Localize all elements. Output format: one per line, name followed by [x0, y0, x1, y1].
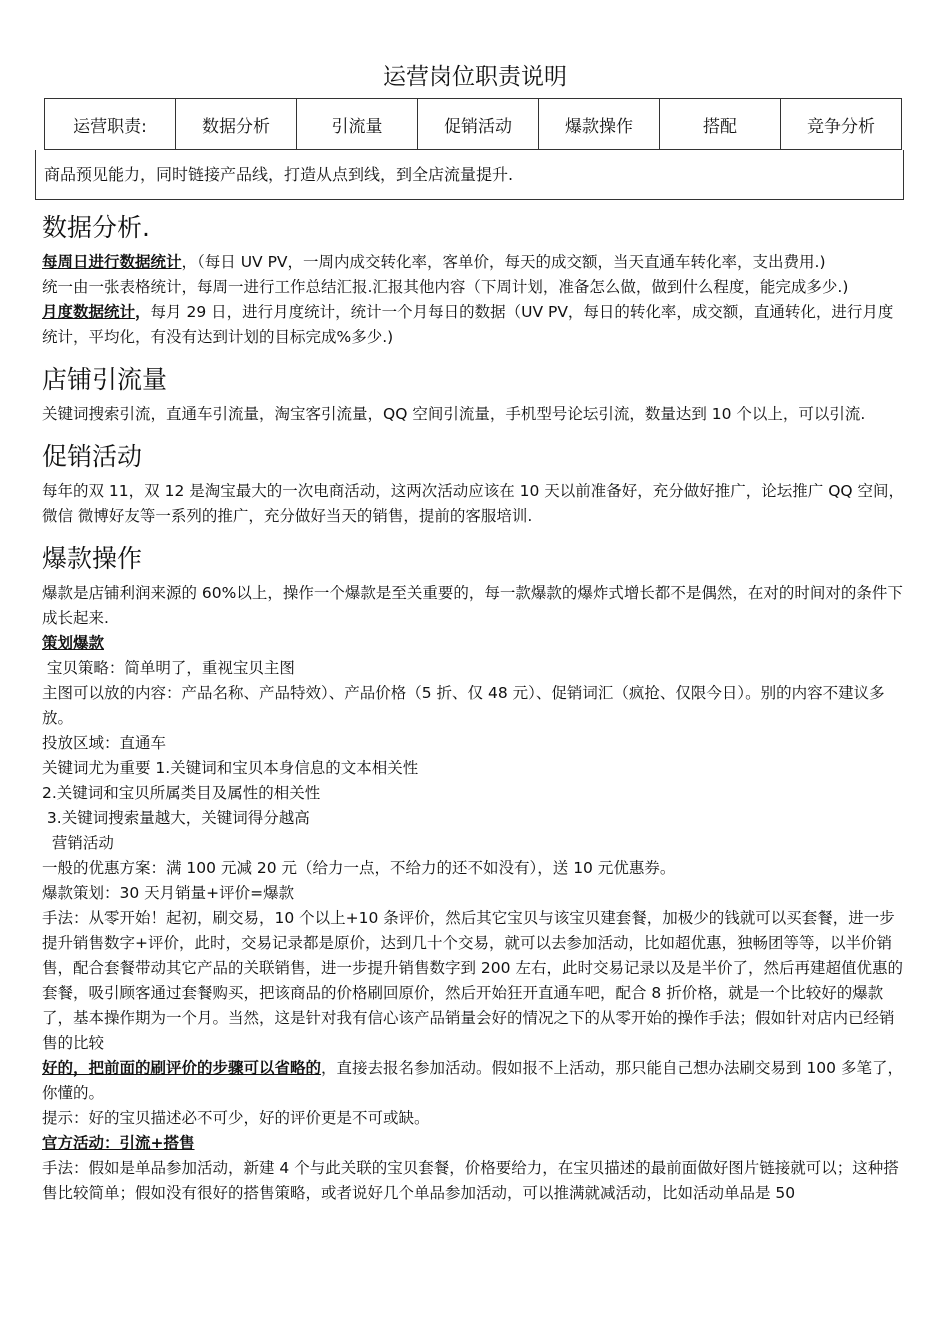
- placement-line: 投放区域：直通车: [42, 734, 167, 752]
- traffic-paragraph: 关键词搜索引流，直通车引流量，淘宝客引流量，QQ 空间引流量，手机型号论坛引流，数量达到 10 个以上，可以引流.: [42, 405, 866, 423]
- monthly-stats-text: 每月 29 日，进行月度统计，统计一个月每日的数据（UV PV，每日的转化率，成交额，直通转化，进行月度统计，平均化，有没有达到计划的目标完成%多少.): [42, 303, 894, 346]
- bestseller-intro-paragraph: 爆款是店铺利润来源的 60%以上，操作一个爆款是至关重要的，每一款爆款的爆炸式增长都不是偶然，在对的时间对的条件下成长起来.: [42, 584, 903, 627]
- official-activity-paragraph: [42, 1131, 908, 1156]
- plan-bestseller-label: 策划爆款: [42, 634, 105, 652]
- duty-table-cell: 搭配: [660, 99, 781, 150]
- plan-bestseller-paragraph: [42, 631, 908, 656]
- keyword-line-1: 关键词尤为重要 1.关键词和宝贝本身信息的文本相关性: [42, 759, 419, 777]
- official-activity-label: 官方活动：引流+搭售: [42, 1134, 195, 1152]
- unified-table-paragraph: 统一由一张表格统计，每周一进行工作总结汇报.汇报其他内容（下周计划，准备怎么做，做到什么程度，能完成多少.): [42, 278, 849, 296]
- duty-table-cell: 引流量: [297, 99, 418, 150]
- good-sellers-text: ，直接去报名参加活动。假如报不上活动，那只能自己想办法刷交易到 100 多笔了，你懂的。: [42, 1059, 903, 1102]
- duty-table-cell: 促销活动: [418, 99, 539, 150]
- marketing-line: 营销活动: [42, 834, 114, 852]
- duty-table-row: [45, 99, 902, 150]
- duty-table-cell: 数据分析: [176, 99, 297, 150]
- monthly-stats-comma: ，: [135, 303, 151, 321]
- promotion-paragraph: 每年的双 11，双 12 是淘宝最大的一次电商活动，这两次活动应该在 10 天以前准备好，充分做好推广，论坛推广 QQ 空间，微信 微博好友等一系列的推广，充分做好当天的销售，提前的客服培训.: [42, 482, 905, 525]
- tip-line: 提示：好的宝贝描述必不可少，好的评价更是不可或缺。: [42, 1109, 430, 1127]
- weekly-stats-paragraph: [42, 250, 908, 275]
- formula-line: 爆款策划：30 天月销量+评价=爆款: [42, 884, 295, 902]
- official-method-paragraph: 手法：假如是单品参加活动，新建 4 个与此关联的宝贝套餐，价格要给力，在宝贝描述的最前面做好图片链接就可以；这种搭售比较简单；假如没有很好的搭售策略，或者说好几个单品参加活动，可以推满就减活动，比如活动单品是 50: [42, 1159, 899, 1202]
- section-heading-data-analysis: 数据分析.: [42, 213, 150, 242]
- section-heading-promotion: 促销活动: [42, 442, 143, 471]
- duty-summary-box: 商品预见能力，同时链接产品线，打造从点到线，到全店流量提升.: [35, 150, 904, 200]
- document-title: 运营岗位职责说明: [383, 64, 567, 90]
- duty-table-cell: 爆款操作: [539, 99, 660, 150]
- section-heading-traffic: 店铺引流量: [42, 365, 168, 394]
- monthly-stats-paragraph: [42, 300, 908, 350]
- weekly-stats-label: 每周日进行数据统计: [42, 253, 182, 271]
- good-sellers-paragraph: [42, 1056, 908, 1106]
- weekly-stats-text: ，（每日 UV PV，一周内成交转化率，客单价，每天的成交额，当天直通车转化率，支出费用.): [181, 253, 826, 271]
- good-sellers-label: 好的，把前面的刷评价的步骤可以省略的: [42, 1059, 322, 1077]
- keyword-line-2: 2.关键词和宝贝所属类目及属性的相关性: [42, 784, 321, 802]
- keyword-line-3: 3.关键词搜索量越大，关键词得分越高: [42, 809, 310, 827]
- main-image-paragraph: 主图可以放的内容：产品名称、产品特效）、产品价格（5 折、仅 48 元）、促销词汇（疯抢、仅限今日）。别的内容不建议多放。: [42, 684, 885, 727]
- duty-table-cell: 竞争分析: [781, 99, 902, 150]
- strategy-line: 宝贝策略：简单明了，重视宝贝主图: [42, 659, 295, 677]
- section-heading-bestseller: 爆款操作: [42, 544, 143, 573]
- method-paragraph: 手法：从零开始！起初，刷交易，10 个以上+10 条评价，然后其它宝贝与该宝贝建套餐，加极少的钱就可以买套餐，进一步提升销售数字+评价，此时，交易记录都是原价，达到几十个交易，就可以去参加活动，比如超优惠，独畅团等等，以半价销售，配合套餐带动其它产品的关联销售，进一步提升销售数字到 200 左右，此时交易记录以及是半价了，然后再建超值优惠的套餐，吸引顾客通过套餐购买，把该商品的价格刷回原价，然后开始狂开直通车吧，配合 8 折价格，就是一个比较好的爆款了，基本操作期为一个月。当然，这是针对我有信心该产品销量会好的情况之下的从零开始的操作手法；假如针对店内已经销售的比较: [42, 909, 903, 1052]
- duty-table-label-cell: 运营职责:: [45, 99, 176, 150]
- duty-table: [44, 98, 902, 150]
- monthly-stats-label: 月度数据统计: [42, 303, 136, 321]
- discount-paragraph: 一般的优惠方案：满 100 元减 20 元（给力一点，不给力的还不如没有），送 10 元优惠券。: [42, 859, 676, 877]
